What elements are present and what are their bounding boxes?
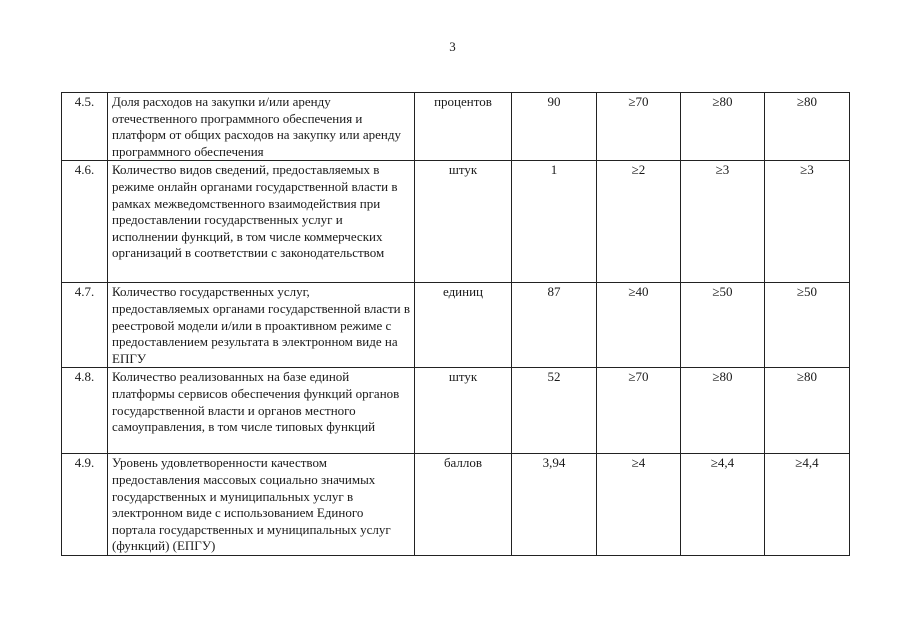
unit-cell: штук [415,161,512,283]
value-base: 3,94 [512,454,597,556]
indicator-name: Уровень удовлетворенности качеством предоставления массовых социально значимых государственных и муниципальных услуг в электронном виде с использованием Единого портала государственных и муниципальных услуг (функций) (ЕПГУ) [108,454,415,556]
table-row [62,161,850,283]
indicators-table [61,92,850,556]
value-target-2: ≥80 [681,93,765,161]
value-target-3: ≥80 [765,368,850,454]
value-target-1: ≥70 [597,93,681,161]
value-target-1: ≥40 [597,283,681,368]
indicator-name: Количество реализованных на базе единой платформы сервисов обеспечения функций органов государственной власти и органов местного самоуправления, в том числе типовых функций [108,368,415,454]
indicator-name: Доля расходов на закупки и/или аренду отечественного программного обеспечения и платформ от общих расходов на закупку или аренду программного обеспечения [108,93,415,161]
table-row [62,454,850,556]
table-row [62,93,850,161]
value-target-3: ≥50 [765,283,850,368]
unit-cell: баллов [415,454,512,556]
value-target-2: ≥3 [681,161,765,283]
value-target-1: ≥70 [597,368,681,454]
value-target-3: ≥80 [765,93,850,161]
row-number: 4.6. [62,161,108,283]
page-number: 3 [449,39,456,54]
unit-cell: процентов [415,93,512,161]
value-target-2: ≥4,4 [681,454,765,556]
value-target-3: ≥3 [765,161,850,283]
value-target-2: ≥50 [681,283,765,368]
table-row [62,283,850,368]
indicator-name: Количество государственных услуг, предоставляемых органами государственной власти в реестровой модели и/или в проактивном режиме с предоставлением результата в электронном виде на ЕПГУ [108,283,415,368]
unit-cell: единиц [415,283,512,368]
value-target-3: ≥4,4 [765,454,850,556]
value-base: 1 [512,161,597,283]
unit-cell: штук [415,368,512,454]
value-base: 90 [512,93,597,161]
value-target-1: ≥2 [597,161,681,283]
table-row [62,368,850,454]
row-number: 4.7. [62,283,108,368]
row-number: 4.9. [62,454,108,556]
value-base: 52 [512,368,597,454]
row-number: 4.5. [62,93,108,161]
value-target-2: ≥80 [681,368,765,454]
indicator-name: Количество видов сведений, предоставляемых в режиме онлайн органами государственной власти в рамках межведомственного взаимодействия при предоставлении государственных услуг и исполнении функций, в том числе коммерческих организаций в соответствии с законодательством [108,161,415,283]
value-target-1: ≥4 [597,454,681,556]
value-base: 87 [512,283,597,368]
row-number: 4.8. [62,368,108,454]
